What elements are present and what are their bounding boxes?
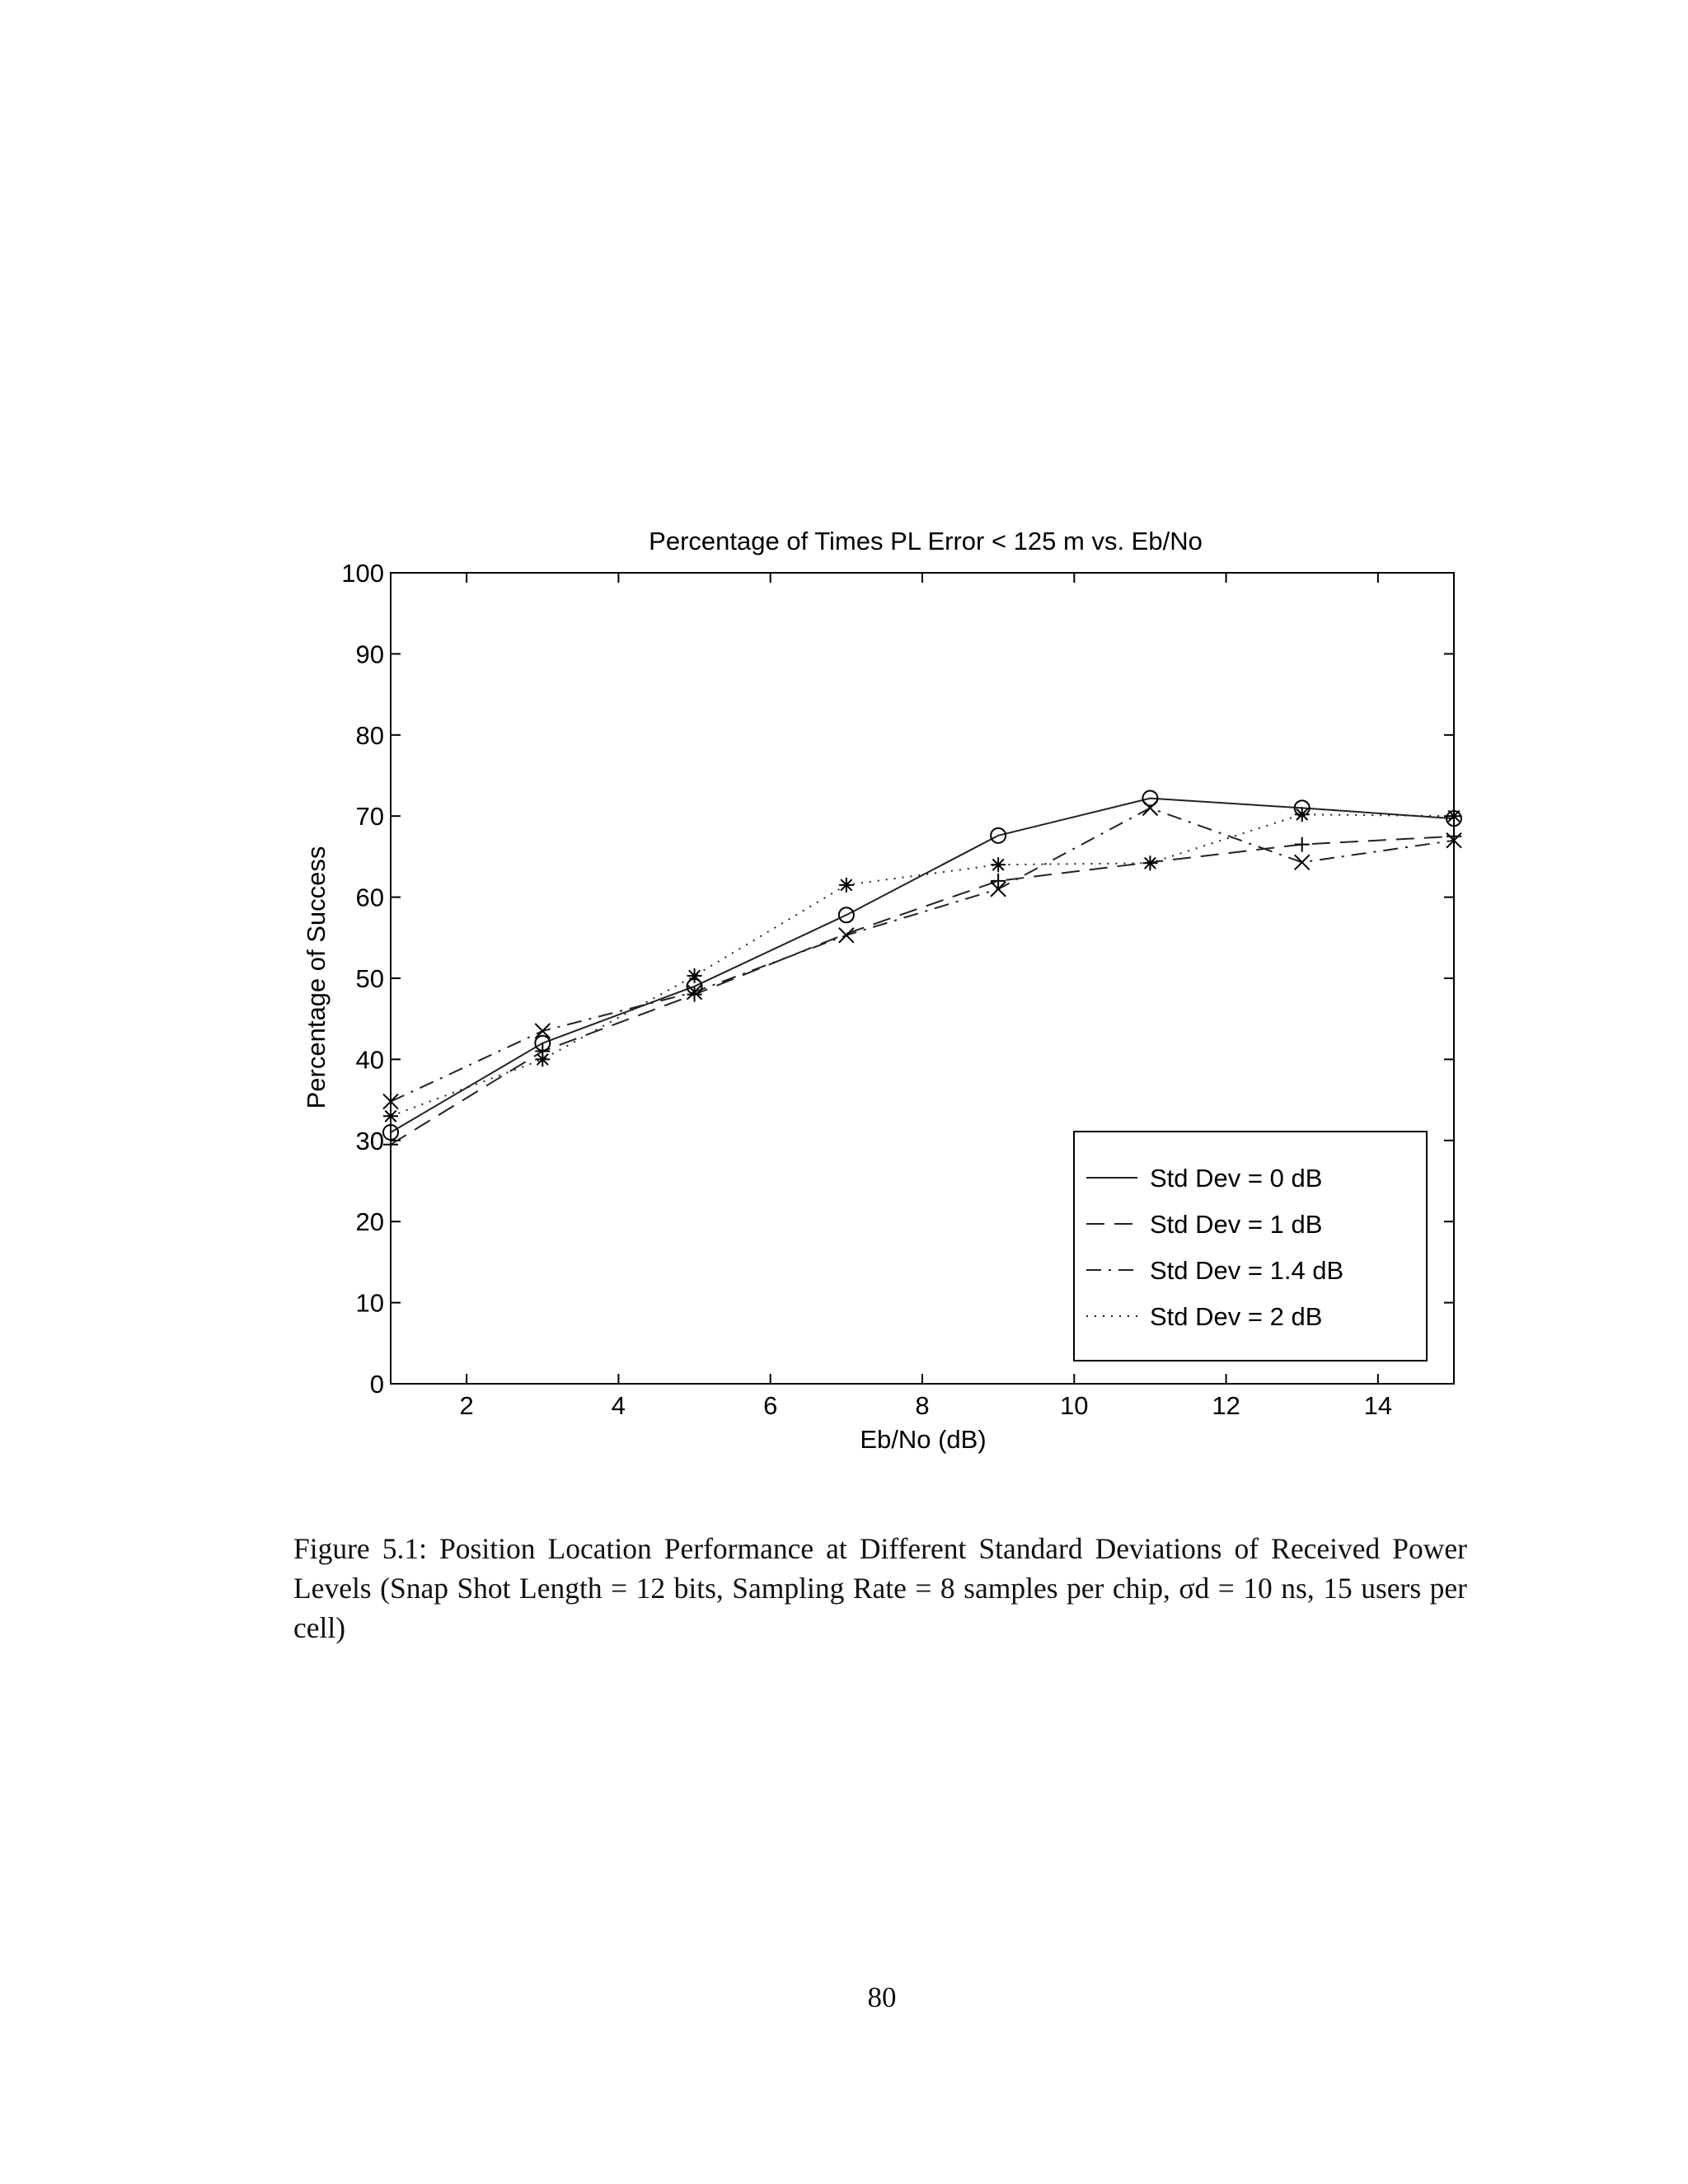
y-tick-label: 50 [355,964,384,993]
y-tick-label: 60 [355,883,384,912]
page-number: 80 [867,1981,897,2013]
legend-label: Std Dev = 1 dB [1150,1210,1323,1239]
y-tick-label: 90 [355,640,384,669]
y-tick-label: 0 [369,1370,384,1399]
y-tick-label: 70 [355,802,384,832]
x-tick-label: 14 [1363,1391,1393,1420]
series-lines [391,799,1454,1145]
y-axis-label: Percentage of Success [302,846,331,1109]
data-point-x [1295,855,1310,869]
data-point-asterisk [383,1108,398,1123]
data-point-asterisk [1142,855,1157,870]
data-point-asterisk [991,857,1006,872]
y-tick-label: 30 [355,1126,384,1155]
data-markers [383,791,1461,1152]
legend-label: Std Dev = 2 dB [1150,1302,1323,1331]
figure-caption: Figure 5.1: Position Location Performance at Different Standard Deviations of Received Power Levels (Snap Shot Length = 12 bits, Sampling Rate = 8 samples per chip, σd = 10 ns, 15 users per cell) [293,1532,1467,1644]
series-line-2 [391,808,1454,1101]
data-point-plus [1295,837,1310,852]
data-point-asterisk [1447,808,1461,823]
legend-label: Std Dev = 1.4 dB [1150,1256,1344,1285]
data-point-asterisk [1295,807,1310,822]
data-point-asterisk [535,1052,550,1066]
y-tick-label: 10 [355,1288,384,1318]
series-line-1 [391,837,1454,1145]
x-tick-label: 8 [915,1391,930,1420]
x-axis-label: Eb/No (dB) [860,1425,987,1454]
legend [1074,1132,1427,1361]
x-tick-label: 10 [1060,1391,1089,1420]
series-line-0 [391,799,1454,1132]
data-point-x [839,928,854,943]
y-tick-label: 20 [355,1207,384,1237]
data-point-x [1142,800,1157,815]
data-point-asterisk [839,878,854,893]
x-tick-label: 4 [611,1391,626,1420]
x-tick-label: 2 [459,1391,474,1420]
x-tick-label: 6 [763,1391,778,1420]
y-tick-label: 40 [355,1045,384,1075]
y-tick-label: 80 [355,720,384,750]
data-point-plus [383,1137,398,1152]
x-tick-label: 12 [1212,1391,1240,1420]
chart-title: Percentage of Times PL Error < 125 m vs. Eb/No [649,527,1203,555]
data-point-asterisk [687,968,702,983]
legend-label: Std Dev = 0 dB [1150,1164,1323,1193]
y-tick-label: 100 [341,559,384,588]
